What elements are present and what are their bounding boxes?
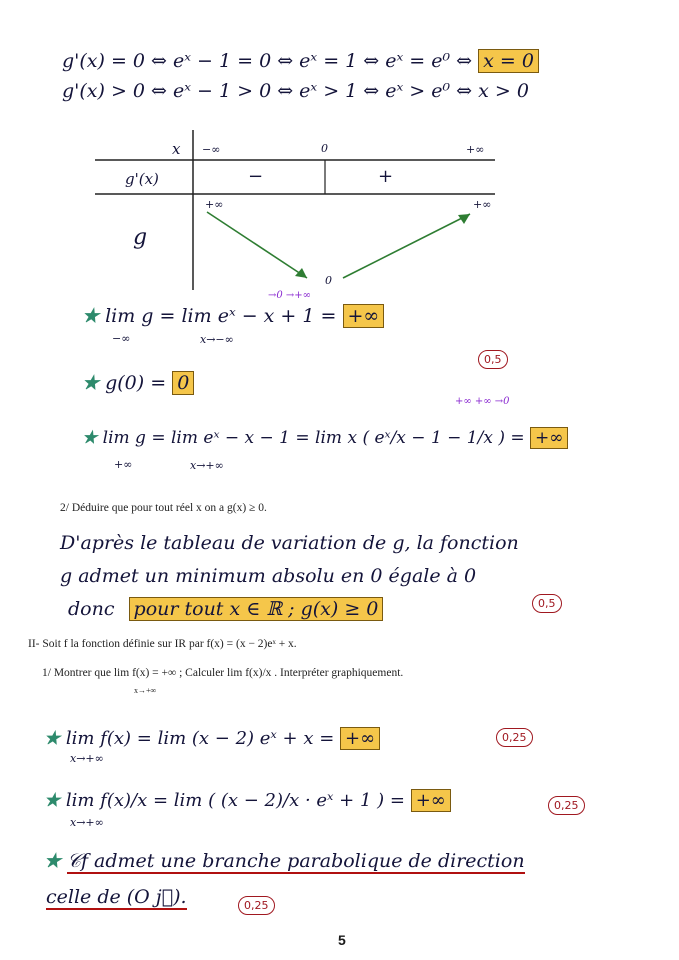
g-zero-lhs: g(0) = (105, 372, 167, 394)
table-x-minus-inf: −∞ (202, 143, 221, 156)
limit-f-text: lim f(x) = lim (x − 2) eˣ + x = (65, 728, 335, 749)
grade-5: 0,25 (238, 896, 275, 915)
limit-plus-inf-sub: +∞ (114, 458, 133, 471)
limit-f-result: +∞ (340, 727, 380, 750)
conclusion-line2 (46, 886, 187, 908)
limit-fx-line (44, 790, 451, 811)
star-icon: ★ (82, 305, 100, 327)
star-icon: ★ (44, 728, 61, 749)
limit-plus-inf-line: ★ lim g = lim eˣ − x − 1 = lim x ( eˣ/x − 1 − 1/x ) = +∞ (82, 428, 568, 448)
variation-table-lines (95, 130, 515, 295)
limit-minus-inf-mid: lim eˣ − x + 1 (181, 305, 315, 327)
table-g-min: 0 (325, 274, 332, 287)
part-2-question-1-sub: x→+∞ (134, 686, 157, 695)
table-g-right: +∞ (473, 198, 492, 211)
limit-minus-inf-lhs: lim g (105, 305, 154, 327)
derivative-zero-line (62, 50, 539, 72)
conclusion-text-1: 𝒞f admet une branche parabolique de direction (67, 850, 525, 872)
g-zero-line (82, 372, 194, 394)
star-icon: ★ (44, 850, 62, 872)
star-icon: ★ (82, 428, 98, 448)
limit-minus-inf-mid-sub: x→−∞ (200, 333, 234, 346)
conclusion-line1 (44, 850, 525, 872)
limit-fx-text: lim f(x)/x = lim ( (x − 2)/x · eˣ + 1 ) = (65, 790, 405, 811)
derivative-zero-text: g'(x) = 0 ⇔ eˣ − 1 = 0 ⇔ eˣ = 1 ⇔ eˣ = e⁰ ⇔ (62, 50, 473, 72)
table-x-zero: 0 (321, 142, 328, 155)
conclusion-text-2: celle de (O j⃗). (46, 886, 187, 908)
table-sign-plus: + (378, 166, 394, 187)
page-number: 5 (338, 932, 346, 948)
table-g-label: g (133, 225, 148, 250)
limit-plus-inf-mid: lim eˣ − x − 1 = lim x ( eˣ/x − 1 − 1/x ) = (171, 428, 525, 448)
table-g-left: +∞ (205, 198, 224, 211)
question-2-donc: donc (68, 598, 115, 620)
star-icon: ★ (44, 790, 61, 811)
x-equals-zero-box: x = 0 (478, 49, 539, 73)
table-sign-minus: − (248, 166, 264, 187)
question-2-answer-line3 (68, 598, 383, 620)
limit-minus-inf-annot: →0 →+∞ (268, 290, 312, 301)
table-x-plus-inf: +∞ (466, 143, 485, 156)
limit-minus-inf-result: +∞ (343, 304, 385, 328)
part-2-question-1: 1/ Montrer que lim f(x) = +∞ ; Calculer lim f(x)/x . Interpréter graphiquement. (42, 667, 404, 679)
limit-fx-sub: x→+∞ (70, 816, 104, 829)
question-2-prompt: 2/ Déduire que pour tout réel x on a g(x) ≥ 0. (60, 502, 267, 514)
limit-plus-inf-annot: +∞ +∞ →0 (455, 396, 510, 407)
table-gprime-label: g'(x) (125, 170, 159, 188)
grade-2: 0,5 (532, 594, 562, 613)
limit-f-sub: x→+∞ (70, 752, 104, 765)
limit-fx-result: +∞ (411, 789, 451, 812)
grade-1: 0,5 (478, 350, 508, 369)
limit-plus-inf-result: +∞ (530, 427, 568, 449)
part-2-title: II- Soit f la fonction définie sur IR par f(x) = (x − 2)eˣ + x. (28, 638, 297, 650)
derivative-positive-line: g'(x) > 0 ⇔ eˣ − 1 > 0 ⇔ eˣ > 1 ⇔ eˣ > e⁰ ⇔ x > 0 (62, 80, 529, 102)
question-2-answer-line1: D'après le tableau de variation de g, la fonction (60, 532, 519, 554)
star-icon: ★ (82, 372, 100, 394)
limit-f-line (44, 728, 380, 749)
grade-3: 0,25 (496, 728, 533, 747)
limit-plus-inf-mid-sub: x→+∞ (190, 459, 224, 472)
grade-4: 0,25 (548, 796, 585, 815)
question-2-conclusion-box: pour tout x ∈ ℝ ; g(x) ≥ 0 (129, 597, 384, 621)
table-x-label: x (172, 140, 181, 158)
limit-plus-inf-lhs: lim g (102, 428, 146, 448)
g-zero-result: 0 (172, 371, 194, 395)
limit-minus-inf-line: ★ lim g = lim eˣ − x + 1 = +∞ (82, 305, 384, 327)
limit-minus-inf-sub: −∞ (112, 332, 131, 345)
question-2-answer-line2: g admet un minimum absolu en 0 égale à 0 (60, 565, 477, 587)
